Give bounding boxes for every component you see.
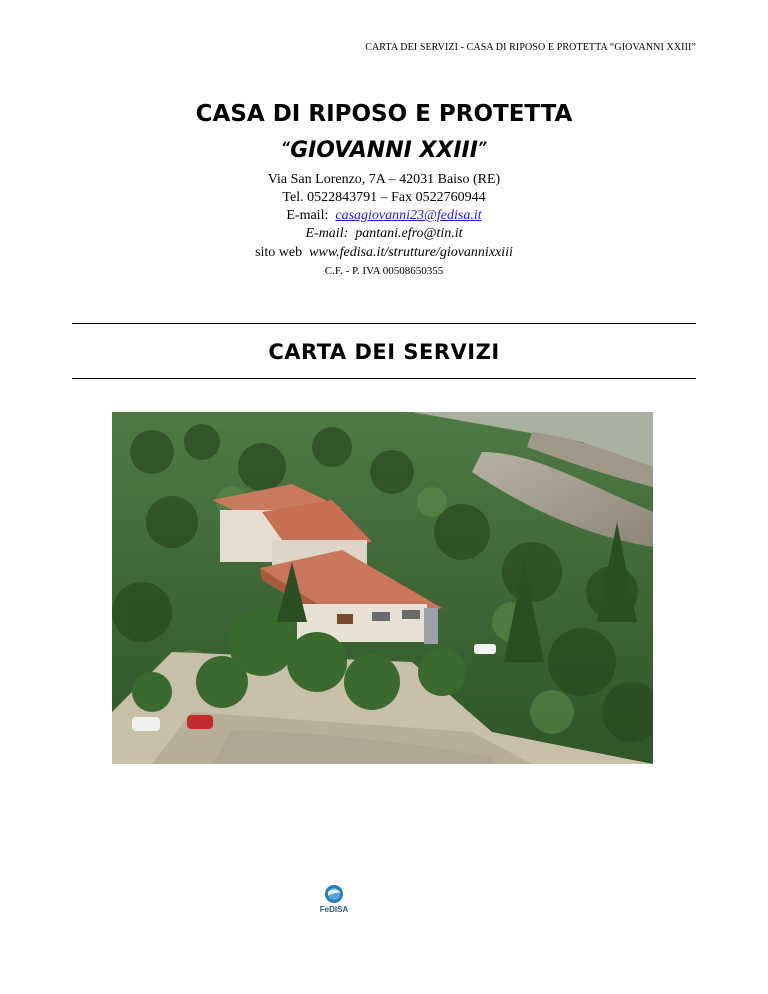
facility-name	[0, 138, 768, 163]
running-header: CARTA DEI SERVIZI - CASA DI RIPOSO E PROTETTA “GIOVANNI XXIII”	[365, 42, 696, 53]
address: Via San Lorenzo, 7A – 42031 Baiso (RE)	[267, 172, 501, 187]
fedisa-logo	[314, 883, 354, 915]
website-label: sito web	[255, 245, 303, 260]
email-text-2: pantani.efro@tin.it	[355, 226, 463, 241]
page-title: CASA DI RIPOSO E PROTETTA	[195, 101, 573, 127]
email-line-1	[0, 208, 768, 224]
email-label-2: E-mail:	[305, 226, 349, 241]
logo-text: FeDISA	[319, 905, 349, 914]
email-link[interactable]: casagiovanni23@fedisa.it	[335, 208, 482, 223]
close-quote: ”	[477, 140, 487, 156]
section-title: CARTA DEI SERVIZI	[268, 340, 500, 364]
email-line-2	[0, 226, 768, 242]
website-line	[0, 245, 768, 261]
building-photo	[112, 412, 653, 764]
facility-name-text: GIOVANNI XXIII	[290, 138, 478, 163]
website-url: www.fedisa.it/strutture/giovannixxiii	[309, 245, 513, 260]
phone-fax: Tel. 0522843791 – Fax 0522760944	[282, 190, 486, 205]
bottom-divider	[72, 378, 696, 379]
tax-id: C.F. - P. IVA 00508650355	[324, 265, 444, 277]
open-quote: “	[281, 140, 291, 156]
email-label: E-mail:	[286, 208, 329, 223]
top-divider	[72, 323, 696, 324]
